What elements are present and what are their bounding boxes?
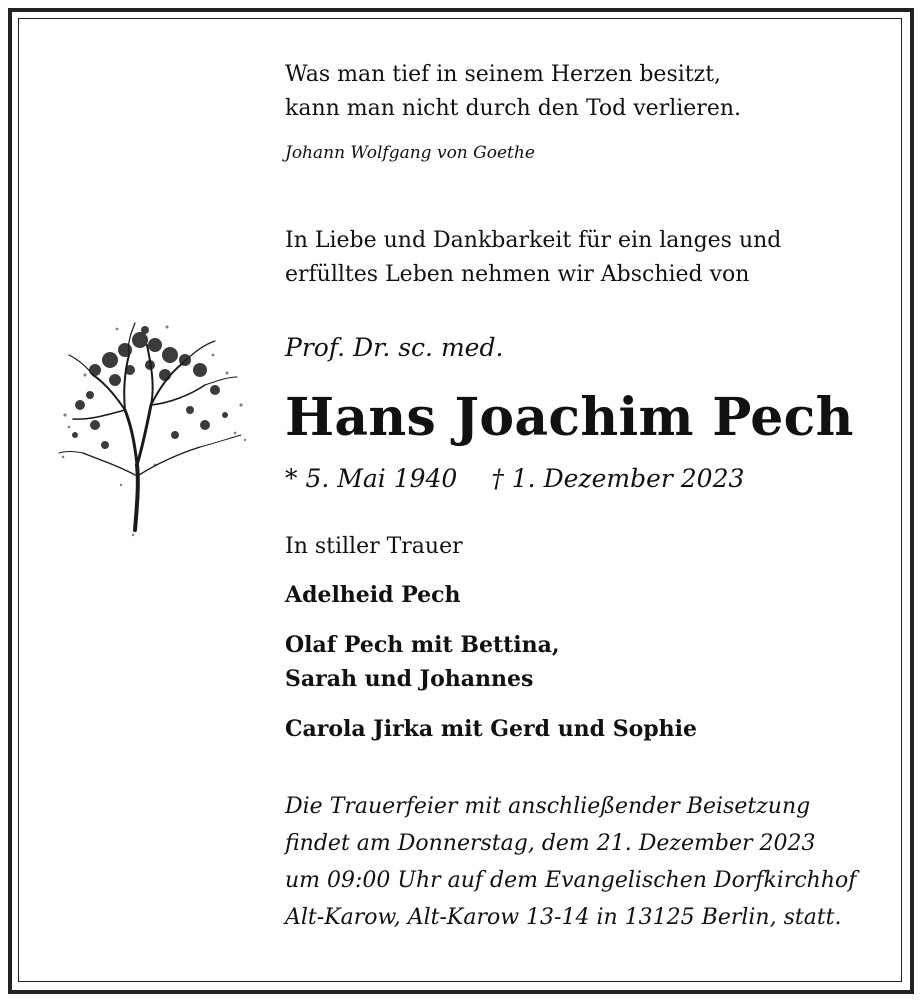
- tree-icon: [55, 315, 250, 540]
- service-line-1: Die Trauerfeier mit anschließender Beisetzung: [285, 794, 811, 819]
- service-line-2: findet am Donnerstag, dem 21. Dezember 2023: [285, 831, 816, 856]
- mourner-2: [285, 628, 560, 696]
- mourning-label: In stiller Trauer: [285, 534, 463, 559]
- intro-line-2: erfülltes Leben nehmen wir Abschied von: [285, 262, 750, 287]
- quote-author: Johann Wolfgang von Goethe: [285, 143, 535, 163]
- service-info: [285, 788, 856, 936]
- birth-date: * 5. Mai 1940: [285, 464, 458, 493]
- service-line-3: um 09:00 Uhr auf dem Evangelischen Dorfkirchhof: [285, 868, 857, 893]
- quote-line-2: kann man nicht durch den Tod verlieren.: [285, 96, 742, 121]
- academic-title: Prof. Dr. sc. med.: [285, 333, 504, 362]
- service-line-4: Alt-Karow, Alt-Karow 13-14 in 13125 Berlin, statt.: [285, 905, 842, 930]
- mourner-3: Carola Jirka mit Gerd und Sophie: [285, 716, 698, 742]
- intro-text: [285, 224, 781, 292]
- quote-line-1: Was man tief in seinem Herzen besitzt,: [285, 62, 722, 87]
- mourner-2-line-2: Sarah und Johannes: [285, 666, 534, 692]
- death-date: † 1. Dezember 2023: [491, 464, 745, 493]
- quote: [285, 58, 741, 126]
- mourner-2-line-1: Olaf Pech mit Bettina,: [285, 632, 560, 658]
- deceased-name: Hans Joachim Pech: [285, 387, 854, 448]
- intro-line-1: In Liebe und Dankbarkeit für ein langes und: [285, 228, 782, 253]
- mourner-1: Adelheid Pech: [285, 582, 461, 608]
- life-dates: [285, 460, 744, 498]
